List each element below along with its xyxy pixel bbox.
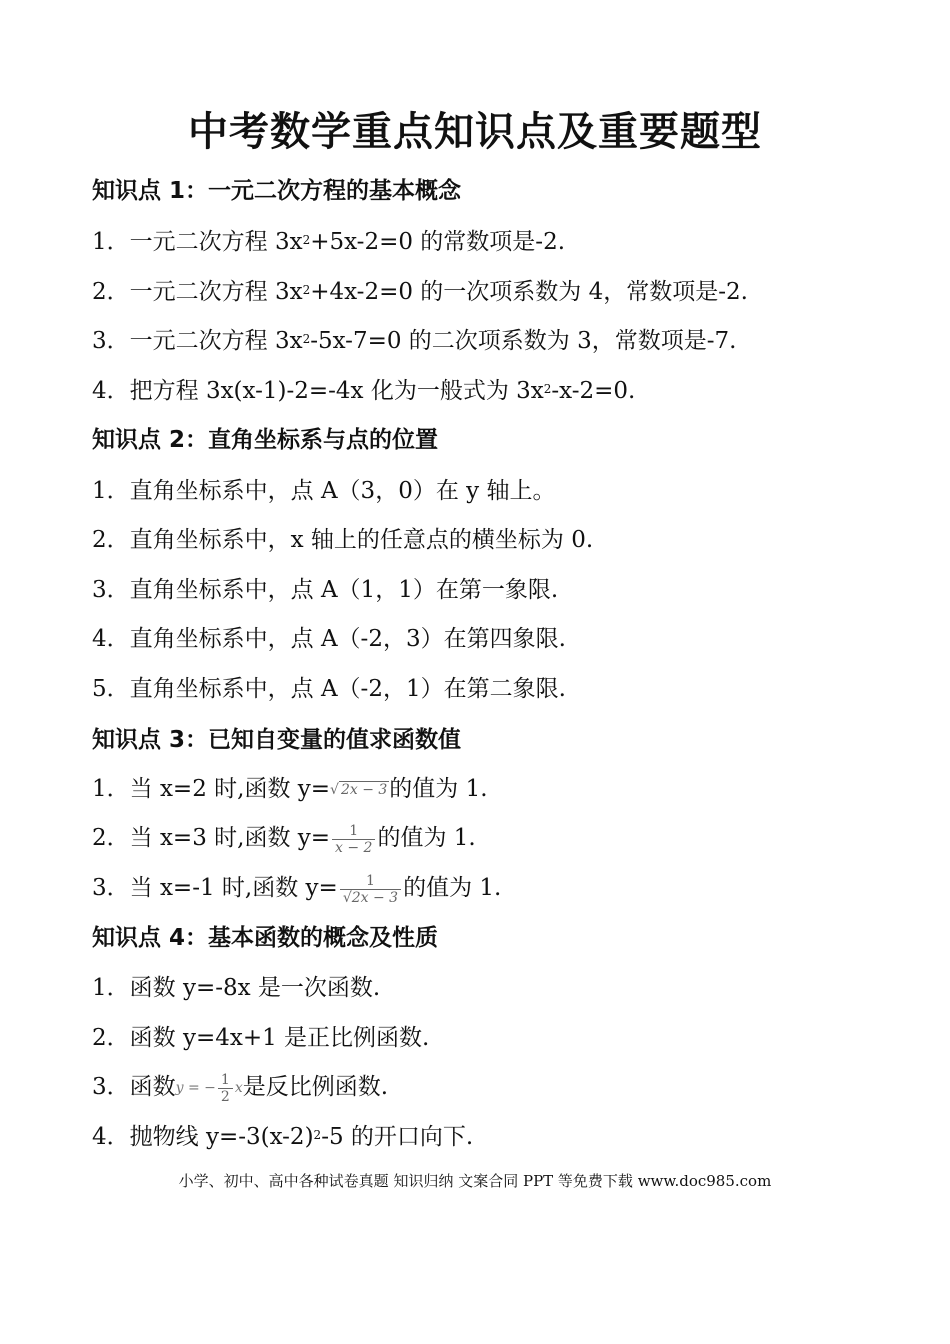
- item-text: 当 x=-1 时,函数 y=: [129, 875, 338, 901]
- item-text: 一元二次方程 3x: [129, 328, 303, 354]
- item-text: 把方程 3x(x-1)-2=-4x 化为一般式为 3x: [129, 378, 544, 404]
- item-number: 3．: [92, 328, 130, 354]
- list-item: [92, 226, 565, 258]
- item-text: 直角坐标系中，点 A（3，0）在 y 轴上。: [129, 478, 556, 504]
- item-text: 函数 y=-8x 是一次函数.: [129, 975, 381, 1001]
- item-text: 直角坐标系中，x 轴上的任意点的横坐标为 0.: [129, 527, 594, 553]
- superscript: 2: [302, 233, 311, 247]
- superscript: 2: [313, 1128, 322, 1142]
- page-footer: 小学、初中、高中各种试卷真题 知识归纳 文案合同 PPT 等免费下载 www.doc985.com: [178, 1172, 772, 1190]
- list-item: [92, 375, 635, 407]
- list-item: [92, 325, 736, 357]
- numerator: 1: [349, 822, 359, 839]
- item-number: 2．: [92, 1025, 130, 1051]
- list-item: [92, 524, 593, 556]
- item-number: 1．: [92, 975, 130, 1001]
- denominator: √2x − 3: [340, 889, 401, 906]
- section-heading-2: 知识点 2：直角坐标系与点的位置: [92, 427, 439, 453]
- list-item: [92, 574, 558, 606]
- radicand: 2x − 3: [340, 782, 388, 798]
- list-item: [92, 822, 476, 856]
- item-text: +4x-2=0 的一次项系数为 4，常数项是-2.: [310, 279, 748, 305]
- item-text: -x-2=0.: [551, 378, 636, 404]
- list-item: [92, 972, 380, 1004]
- list-item: [92, 1022, 429, 1054]
- item-number: 4．: [92, 378, 130, 404]
- item-number: 1．: [92, 776, 130, 802]
- section-heading-4: 知识点 4：基本函数的概念及性质: [92, 925, 439, 951]
- item-text: 函数: [129, 1074, 176, 1100]
- list-item: [92, 1121, 473, 1153]
- item-text: 的值为 1.: [377, 825, 476, 851]
- radicand: 2x − 3: [351, 889, 399, 906]
- fraction: [332, 823, 375, 856]
- item-text: -5x-7=0 的二次项系数为 3，常数项是-7.: [310, 328, 737, 354]
- denominator: x − 2: [332, 839, 375, 856]
- list-item: [92, 276, 748, 308]
- item-number: 4．: [92, 1124, 130, 1150]
- item-number: 3．: [92, 577, 130, 603]
- item-text: 当 x=2 时,函数 y=: [129, 776, 331, 802]
- item-number: 2．: [92, 825, 130, 851]
- section-heading-3: 知识点 3：已知自变量的值求函数值: [92, 727, 462, 753]
- list-item: [92, 872, 501, 906]
- item-text: 函数 y=4x+1 是正比例函数.: [129, 1025, 430, 1051]
- math-expression: x: [234, 1080, 243, 1096]
- list-item: [92, 673, 566, 705]
- fraction: [218, 1072, 233, 1105]
- section-heading-1: 知识点 1：一元二次方程的基本概念: [92, 178, 462, 204]
- denominator: 2: [218, 1088, 233, 1105]
- item-number: 2．: [92, 279, 130, 305]
- superscript: 2: [302, 283, 311, 297]
- sqrt-expression: √ 2x − 3: [330, 782, 388, 798]
- item-number: 1．: [92, 229, 130, 255]
- list-item: [92, 773, 488, 806]
- item-number: 3．: [92, 1074, 130, 1100]
- item-number: 2．: [92, 527, 130, 553]
- item-text: 一元二次方程 3x: [129, 279, 303, 305]
- item-number: 1．: [92, 478, 130, 504]
- numerator: 1: [365, 872, 375, 889]
- superscript: 2: [543, 382, 552, 396]
- item-text: 直角坐标系中，点 A（-2，1）在第二象限.: [129, 676, 566, 702]
- item-number: 5．: [92, 676, 130, 702]
- numerator: 1: [220, 1071, 230, 1088]
- item-text: -5 的开口向下.: [321, 1124, 474, 1150]
- fraction: [340, 873, 401, 906]
- list-item: [92, 623, 566, 655]
- item-text: +5x-2=0 的常数项是-2.: [310, 229, 566, 255]
- item-text: 直角坐标系中，点 A（1，1）在第一象限.: [129, 577, 559, 603]
- list-item: [92, 475, 555, 507]
- math-expression: y = −: [175, 1080, 216, 1096]
- item-text: 的值为 1.: [403, 875, 502, 901]
- list-item: [92, 1071, 388, 1105]
- item-text: 当 x=3 时,函数 y=: [129, 825, 331, 851]
- item-text: 抛物线 y=-3(x-2): [129, 1124, 314, 1150]
- item-text: 一元二次方程 3x: [129, 229, 303, 255]
- item-number: 4．: [92, 626, 130, 652]
- superscript: 2: [302, 332, 311, 346]
- item-text: 是反比例函数.: [242, 1074, 389, 1100]
- item-text: 的值为 1.: [389, 776, 488, 802]
- item-number: 3．: [92, 875, 130, 901]
- item-text: 直角坐标系中，点 A（-2，3）在第四象限.: [129, 626, 566, 652]
- page-title: 中考数学重点知识点及重要题型: [188, 109, 762, 155]
